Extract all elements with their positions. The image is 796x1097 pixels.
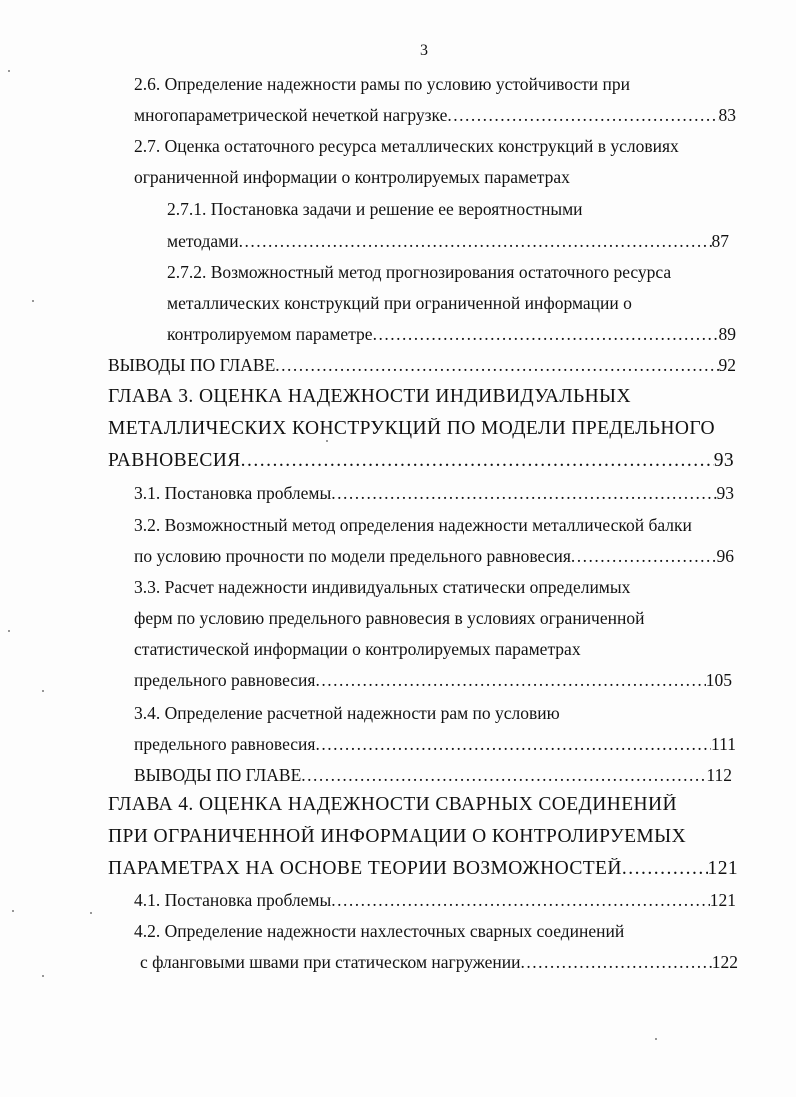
- toc-3-3-line-3: статистической информации о контролируемых параметрах: [134, 639, 581, 659]
- toc-chapter-4-line-3: ПАРАМЕТРАХ НА ОСНОВЕ ТЕОРИИ ВОЗМОЖНОСТЕЙ: [108, 858, 622, 879]
- leader-dots: [301, 764, 706, 786]
- toc-2-7-1-line-2: методами: [167, 231, 239, 251]
- leader-dots: [622, 858, 708, 880]
- scan-speck: [42, 690, 44, 692]
- leader-dots: [331, 482, 716, 504]
- toc-entry-3-3: [134, 669, 732, 691]
- leader-dots: [571, 545, 717, 567]
- toc-entry-chapter-3: [108, 450, 734, 472]
- leader-dots: [239, 230, 712, 252]
- toc-chapter-4-line-2: ПРИ ОГРАНИЧЕННОЙ ИНФОРМАЦИИ О КОНТРОЛИРУЕМЫХ: [108, 826, 687, 847]
- page-number: 3: [420, 42, 428, 59]
- toc-2-6-line-2: многопараметрической нечеткой нагрузке: [134, 105, 448, 125]
- toc-2-7-2-line-2: металлических конструкций при ограниченной информации о: [167, 293, 632, 313]
- toc-3-1-page: 93: [716, 483, 734, 503]
- toc-3-1-title: 3.1. Постановка проблемы: [134, 483, 332, 503]
- toc-3-3-line-1: 3.3. Расчет надежности индивидуальных статически определимых: [134, 577, 631, 597]
- toc-3-2-line-1: 3.2. Возможностный метод определения надежности металлической балки: [134, 515, 692, 535]
- toc-entry-chapter-4: [108, 858, 738, 880]
- toc-chapter-3-line-2: МЕТАЛЛИЧЕСКИХ КОНСТРУКЦИЙ ПО МОДЕЛИ ПРЕДЕЛЬНОГО: [108, 418, 716, 439]
- toc-chapter-4-line-1: ГЛАВА 4. ОЦЕНКА НАДЕЖНОСТИ СВАРНЫХ СОЕДИНЕНИЙ: [108, 794, 677, 815]
- toc-2-7-line-1: 2.7. Оценка остаточного ресурса металлических конструкций в условиях: [134, 136, 679, 156]
- toc-2-7-2-page: 89: [718, 324, 736, 344]
- toc-entry-3-2: [134, 545, 734, 567]
- toc-entry-2-7-1: [167, 230, 729, 252]
- toc-entry-2-7-2: [167, 323, 736, 345]
- toc-3-3-line-4: предельного равновесия: [134, 670, 316, 690]
- toc-3-2-line-2: по условию прочности по модели предельного равновесия: [134, 546, 571, 566]
- toc-chapter-3-line-3: РАВНОВЕСИЯ: [108, 450, 241, 471]
- toc-chapter-3-page: 93: [713, 450, 734, 471]
- toc-3-3-line-2: ферм по условию предельного равновесия в условиях ограниченной: [134, 608, 645, 628]
- toc-2-6-page: 83: [718, 105, 736, 125]
- toc-4-2-page: 122: [711, 952, 738, 972]
- toc-3-4-page: 111: [711, 734, 736, 754]
- leader-dots: [241, 450, 714, 472]
- toc-entry-conclusions-2: [108, 354, 736, 376]
- toc-conclusions-3-title: ВЫВОДЫ ПО ГЛАВЕ: [134, 765, 302, 785]
- toc-conclusions-2-page: 92: [718, 355, 736, 375]
- toc-entry-4-1: [134, 889, 736, 911]
- leader-dots: [315, 669, 705, 691]
- scan-speck: [90, 912, 92, 914]
- scan-speck: [326, 440, 328, 442]
- leader-dots: [331, 889, 709, 911]
- toc-2-7-2-line-3: контролируемом параметре: [167, 324, 373, 344]
- toc-4-1-title: 4.1. Постановка проблемы: [134, 890, 332, 910]
- leader-dots: [275, 354, 718, 376]
- toc-3-4-line-2: предельного равновесия: [134, 734, 316, 754]
- toc-2-7-1-line-1: 2.7.1. Постановка задачи и решение ее вероятностными: [167, 199, 583, 219]
- scan-speck: [12, 910, 14, 912]
- toc-conclusions-3-page: 112: [706, 765, 732, 785]
- scan-speck: [42, 975, 44, 977]
- toc-entry-2-6: [134, 104, 736, 126]
- toc-4-2-line-1: 4.2. Определение надежности нахлесточных сварных соединений: [134, 921, 625, 941]
- scan-speck: [8, 70, 10, 72]
- toc-2-7-line-2: ограниченной информации о контролируемых параметрах: [134, 167, 570, 187]
- leader-dots: [447, 104, 718, 126]
- scan-speck: [32, 300, 34, 302]
- toc-4-1-page: 121: [709, 890, 736, 910]
- leader-dots: [373, 323, 719, 345]
- leader-dots: [315, 733, 711, 755]
- toc-3-3-page: 105: [705, 670, 732, 690]
- toc-entry-conclusions-3: [134, 764, 732, 786]
- toc-conclusions-2-title: ВЫВОДЫ ПО ГЛАВЕ: [108, 355, 276, 375]
- toc-3-2-page: 96: [716, 546, 734, 566]
- toc-entry-3-4: [134, 733, 736, 755]
- leader-dots: [520, 951, 711, 973]
- toc-3-4-line-1: 3.4. Определение расчетной надежности рам по условию: [134, 703, 560, 723]
- toc-2-6-line-1: 2.6. Определение надежности рамы по условию устойчивости при: [134, 74, 631, 94]
- toc-chapter-4-page: 121: [707, 858, 738, 879]
- toc-chapter-3-line-1: ГЛАВА 3. ОЦЕНКА НАДЕЖНОСТИ ИНДИВИДУАЛЬНЫХ: [108, 386, 631, 407]
- scan-speck: [655, 1038, 657, 1040]
- toc-2-7-1-page: 87: [711, 231, 729, 251]
- toc-4-2-line-2: с фланговыми швами при статическом нагружении: [140, 952, 521, 972]
- toc-2-7-2-line-1: 2.7.2. Возможностный метод прогнозирования остаточного ресурса: [167, 262, 672, 282]
- scan-speck: [8, 630, 10, 632]
- toc-entry-3-1: [134, 482, 734, 504]
- toc-entry-4-2: [140, 951, 738, 973]
